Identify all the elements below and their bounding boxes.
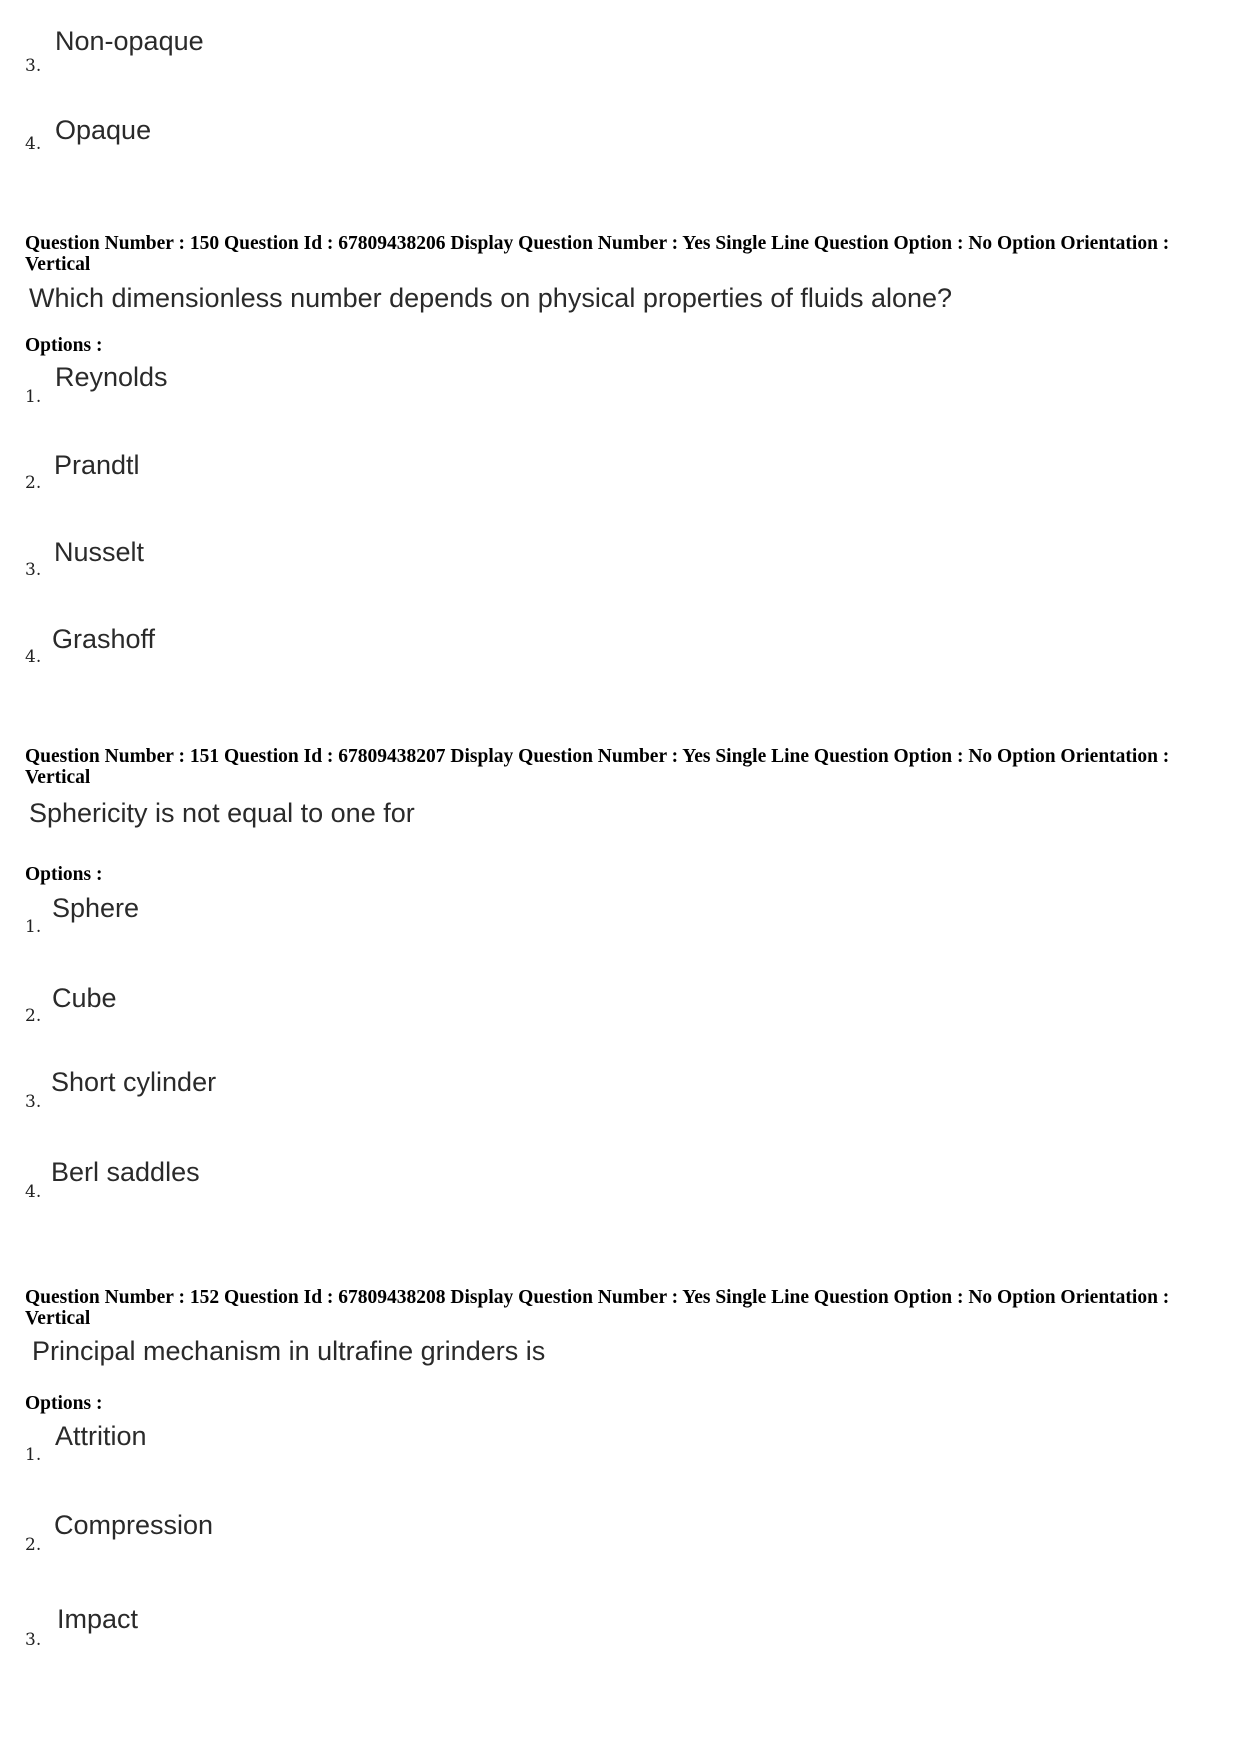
option-text: Impact — [57, 1604, 139, 1634]
option-number: 4. — [25, 134, 42, 154]
option-item — [0, 1418, 600, 1478]
option-item — [0, 22, 600, 82]
question-meta: Question Number : 152 Question Id : 67809438208 Display Question Number : Yes Single Line Question Option : No Option Orientation : Vertical — [25, 1287, 1170, 1329]
option-number: 3. — [25, 1092, 42, 1112]
option-item — [0, 1155, 600, 1215]
question-meta: Question Number : 151 Question Id : 67809438207 Display Question Number : Yes Single Line Question Option : No Option Orientation : Vertical — [25, 746, 1170, 788]
option-item — [0, 890, 600, 950]
option-number: 2. — [25, 1006, 42, 1026]
question-text: Sphericity is not equal to one for — [29, 798, 415, 828]
option-item — [0, 1601, 600, 1661]
option-item — [0, 980, 600, 1040]
options-label: Options : — [25, 335, 103, 356]
option-number: 3. — [25, 560, 42, 580]
option-text: Sphere — [52, 893, 140, 923]
option-item — [0, 535, 600, 595]
option-item — [0, 448, 600, 508]
question-text: Which dimensionless number depends on physical properties of fluids alone? — [29, 283, 953, 313]
option-text: Attrition — [55, 1421, 147, 1451]
option-item — [0, 360, 600, 420]
option-text: Compression — [54, 1510, 214, 1540]
option-text: Non-opaque — [55, 26, 204, 56]
option-text: Opaque — [55, 115, 152, 145]
option-number: 3. — [25, 56, 42, 76]
option-text: Prandtl — [54, 450, 140, 480]
option-number: 2. — [25, 473, 42, 493]
option-text: Short cylinder — [51, 1067, 217, 1097]
option-number: 4. — [25, 647, 42, 667]
option-number: 1. — [25, 1445, 42, 1465]
options-label: Options : — [25, 864, 103, 885]
option-item — [0, 1508, 600, 1568]
option-item — [0, 110, 600, 170]
option-text: Berl saddles — [51, 1157, 200, 1187]
option-number: 3. — [25, 1630, 42, 1650]
option-number: 1. — [25, 387, 42, 407]
question-text: Principal mechanism in ultrafine grinders is — [32, 1336, 546, 1366]
option-number: 4. — [25, 1182, 42, 1202]
option-number: 1. — [25, 917, 42, 937]
question-meta: Question Number : 150 Question Id : 67809438206 Display Question Number : Yes Single Line Question Option : No Option Orientation : Vertical — [25, 233, 1170, 275]
option-text: Reynolds — [55, 362, 168, 392]
option-text: Nusselt — [54, 537, 145, 567]
option-text: Cube — [52, 983, 117, 1013]
option-text: Grashoff — [52, 624, 156, 654]
options-label: Options : — [25, 1393, 103, 1414]
option-item — [0, 622, 600, 682]
option-number: 2. — [25, 1535, 42, 1555]
option-item — [0, 1065, 600, 1125]
